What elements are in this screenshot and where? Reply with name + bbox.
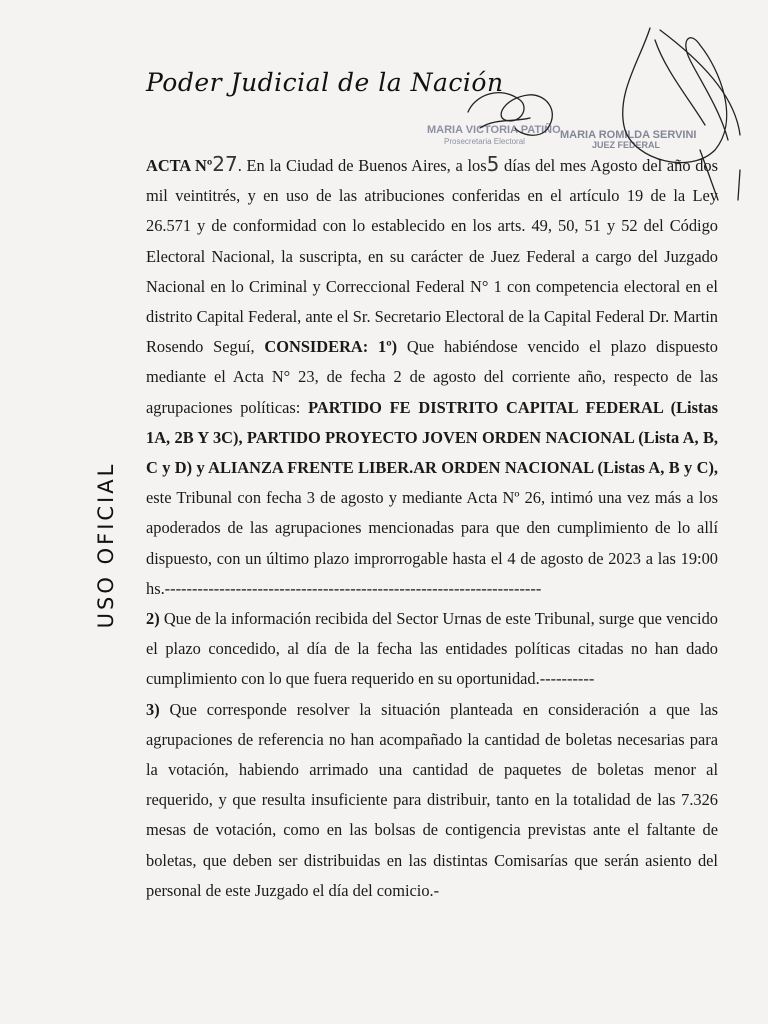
side-margin-label: USO OFICIAL [94,461,118,629]
acta-intro-b: días del mes Agosto del año dos mil veintitrés, y en uso de las atribuciones conferidas en el artículo 19 de la Ley 26.571 y de conformidad con lo establecido en los arts. 49, 50, 51 y 52 del Código Electoral Nacional, la suscripta, en su carácter de Juez Federal a cargo del Juzgado Nacional en lo Criminal y Correccional Federal N° 1 con competencia electoral en el distrito Capital Federal, ante el Sr. Secretario Electoral de la Capital Federal Dr. Martin Rosendo Seguí, [146,156,718,357]
acta-number-handwritten: 27 [212,152,238,176]
considera-heading: CONSIDERA: 1º) [264,337,398,357]
judge-stamp-name: MARIA ROMILDA SERVINI [560,129,697,141]
acta-paragraph-3 [146,695,718,906]
acta-paragraph-2 [146,604,718,695]
paragraph-3-number: 3) [146,699,160,719]
page-title: Poder Judicial de la Nación [146,68,504,97]
secretary-stamp-name: MARIA VICTORIA PATIÑO [427,124,561,136]
paragraph-1-rest: este Tribunal con fecha 3 de agosto y mediante Acta Nº 26, intimó una vez más a los apoderados de las agrupaciones mencionadas para que den cumplimiento de lo allí dispuesto, con un último plazo improrrogable hasta el 4 de agosto de 2023 a las 19:00 hs.--------------------------------------------------------------------- [146,488,718,598]
paragraph-2-text: Que de la información recibida del Sector Urnas de este Tribunal, surge que vencido el plazo concedido, al día de la fecha las entidades políticas citadas no han dado cumplimiento con lo que fuera requerido en su oportunidad.---------- [146,609,718,689]
political-parties-list: PARTIDO FE DISTRITO CAPITAL FEDERAL (Listas 1A, 2B Y 3C), PARTIDO PROYECTO JOVEN ORDEN NACIONAL (Lista A, B, C y D) y ALIANZA FRENTE LIBER.AR ORDEN NACIONAL (Listas A, B y C), [146,397,718,478]
acta-intro-a: . En la Ciudad de Buenos Aires, a los [237,156,487,175]
paragraph-2-number: 2) [146,609,160,629]
acta-day-handwritten: 5 [486,152,500,176]
paragraph-3-text: Que corresponde resolver la situación planteada en consideración a que las agrupaciones de referencia no han acompañado la cantidad de boletas necesarias para la votación, habiendo arrimado una cantidad de paquetes de boletas menor al requerido, y que resulta insuficiente para distribuir, tanto en la totalidad de las 7.326 mesas de votación, como en las bolsas de contigencia previstas ante el faltante de boletas, que deben ser distribuidas en las distintas Comisarías que serán asiento del personal de este Juzgado el día del comicio.- [146,699,718,900]
acta-number-label: ACTA Nº [146,156,213,175]
acta-paragraph-1 [146,149,718,604]
judge-stamp-role: JUEZ FEDERAL [592,140,661,150]
acta-body [146,149,718,906]
paragraph-1-text: Que habiéndose vencido el plazo dispuesto mediante el Acta N° 23, de fecha 2 de agosto del corriente año, respecto de las agrupaciones políticas: [146,337,719,417]
secretary-stamp-role: Prosecretaria Electoral [444,137,525,146]
